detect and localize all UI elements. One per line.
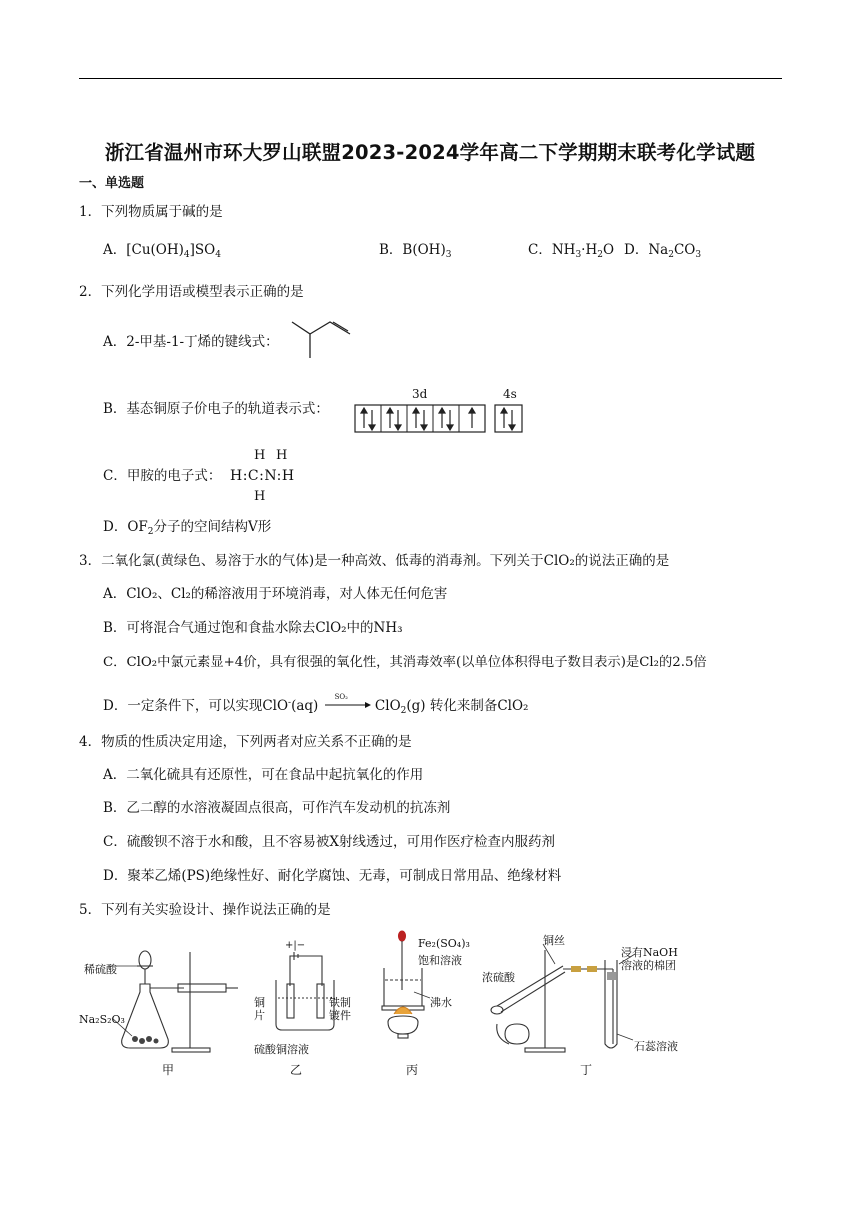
- orbital-3d-label: 3d: [412, 387, 428, 401]
- orbital-diagram: [354, 404, 526, 434]
- bottom-h-c: H: [254, 489, 266, 504]
- q4-option-c: C．硫酸钡不溶于水和酸，且不容易被X射线透过，可用作医疗检查内服药剂: [103, 834, 555, 850]
- q4-stem: 4．物质的性质决定用途，下列两者对应关系不正确的是: [79, 734, 412, 750]
- apparatus-ding: [485, 944, 645, 1056]
- jia-caption: 甲: [162, 1063, 175, 1077]
- q2-stem: 2．下列化学用语或模型表示正确的是: [79, 284, 304, 300]
- apparatus-jia: [120, 944, 245, 1059]
- apparatus-bing: [380, 930, 440, 1060]
- q1-option-d: D．$Na_2CO_3$: [624, 242, 702, 260]
- section-heading: 一、单选题: [79, 176, 145, 191]
- q4-option-b: B．乙二醇的水溶液凝固点很高，可作汽车发动机的抗冻剂: [103, 800, 451, 816]
- q2-option-c: C．甲胺的电子式：: [103, 468, 222, 484]
- bing-reagent-label: Fe₂(SO₄)₃: [418, 937, 470, 950]
- q3-option-c: C．ClO₂中氯元素显+4价，具有很强的氧化性，其消毒效率(以单位体积得电子数目表示)是Cl₂的2.5倍: [103, 655, 707, 670]
- q4-option-d: D．聚苯乙烯(PS)绝缘性好、耐化学腐蚀、无毒，可制成日常用品、绝缘材料: [103, 868, 562, 884]
- q4-option-a: A．二氧化硫具有还原性，可在食品中起抗氧化的作用: [103, 767, 424, 783]
- ding-litmus-label: 石蕊溶液: [634, 1040, 678, 1053]
- doc-title: 浙江省温州市环大罗山联盟2023-2024学年高二下学期期末联考化学试题: [104, 141, 756, 164]
- apparatus-yi: [270, 950, 340, 1040]
- skeletal-formula-diagram: [290, 318, 365, 360]
- orbital-4s-label: 4s: [503, 387, 517, 401]
- q3-option-d: D．一定条件下，可以实现ClO-(aq) SO₂ ClO$_2$(g) 转化来制备ClO₂: [103, 693, 529, 716]
- jia-salt-label: Na₂S₂O₃: [79, 1013, 125, 1026]
- q2-option-a: A．2-甲基-1-丁烯的键线式：: [103, 334, 279, 350]
- ding-cotton-label2: 溶液的棉团: [621, 959, 676, 972]
- bing-water-label: 沸水: [430, 996, 452, 1009]
- top-h-c: H: [254, 448, 266, 463]
- q2-option-d: D．$OF_2$分子的空间结构V形: [103, 519, 272, 537]
- top-h-n: H: [276, 448, 288, 463]
- ding-acid-label: 浓硫酸: [482, 971, 515, 984]
- q3-option-b: B．可将混合气通过饱和食盐水除去ClO₂中的NH₃: [103, 620, 403, 636]
- yi-copper-label: 铜 片: [254, 996, 265, 1022]
- q5-stem: 5．下列有关实验设计、操作说法正确的是: [79, 902, 331, 918]
- ding-wire-label: 铜丝: [543, 934, 565, 947]
- bing-caption: 丙: [406, 1063, 419, 1077]
- ding-caption: 丁: [580, 1063, 593, 1077]
- q1-stem: 1．下列物质属于碱的是: [79, 204, 223, 220]
- header-rule: [79, 78, 782, 79]
- q2-option-b: B．基态铜原子价电子的轨道表示式：: [103, 401, 329, 417]
- q1-option-b: B．$B(OH)_3$: [379, 242, 452, 260]
- ding-cotton-label1: 浸有NaOH: [621, 946, 678, 959]
- methylamine-electron-formula: H:C:N:H: [230, 468, 295, 484]
- q1-option-c: C．$NH_3\cdot H_2O$: [528, 242, 615, 260]
- yi-caption: 乙: [290, 1063, 303, 1077]
- bing-reagent2-label: 饱和溶液: [418, 954, 462, 967]
- jia-acid-label: 稀硫酸: [84, 963, 117, 976]
- yi-solution-label: 硫酸铜溶液: [254, 1043, 309, 1056]
- q3-stem: 3．二氧化氯(黄绿色、易溶于水的气体)是一种高效、低毒的消毒剂。下列关于ClO₂的说法正确的是: [79, 553, 670, 569]
- yi-polarity: +|−: [285, 940, 306, 951]
- yi-iron-label: 铁制 镀件: [329, 996, 351, 1022]
- q1-option-a: A．$[Cu(OH)_4]SO_4$: [103, 242, 221, 260]
- q3-option-a: A．ClO₂、Cl₂的稀溶液用于环境消毒，对人体无任何危害: [103, 586, 448, 602]
